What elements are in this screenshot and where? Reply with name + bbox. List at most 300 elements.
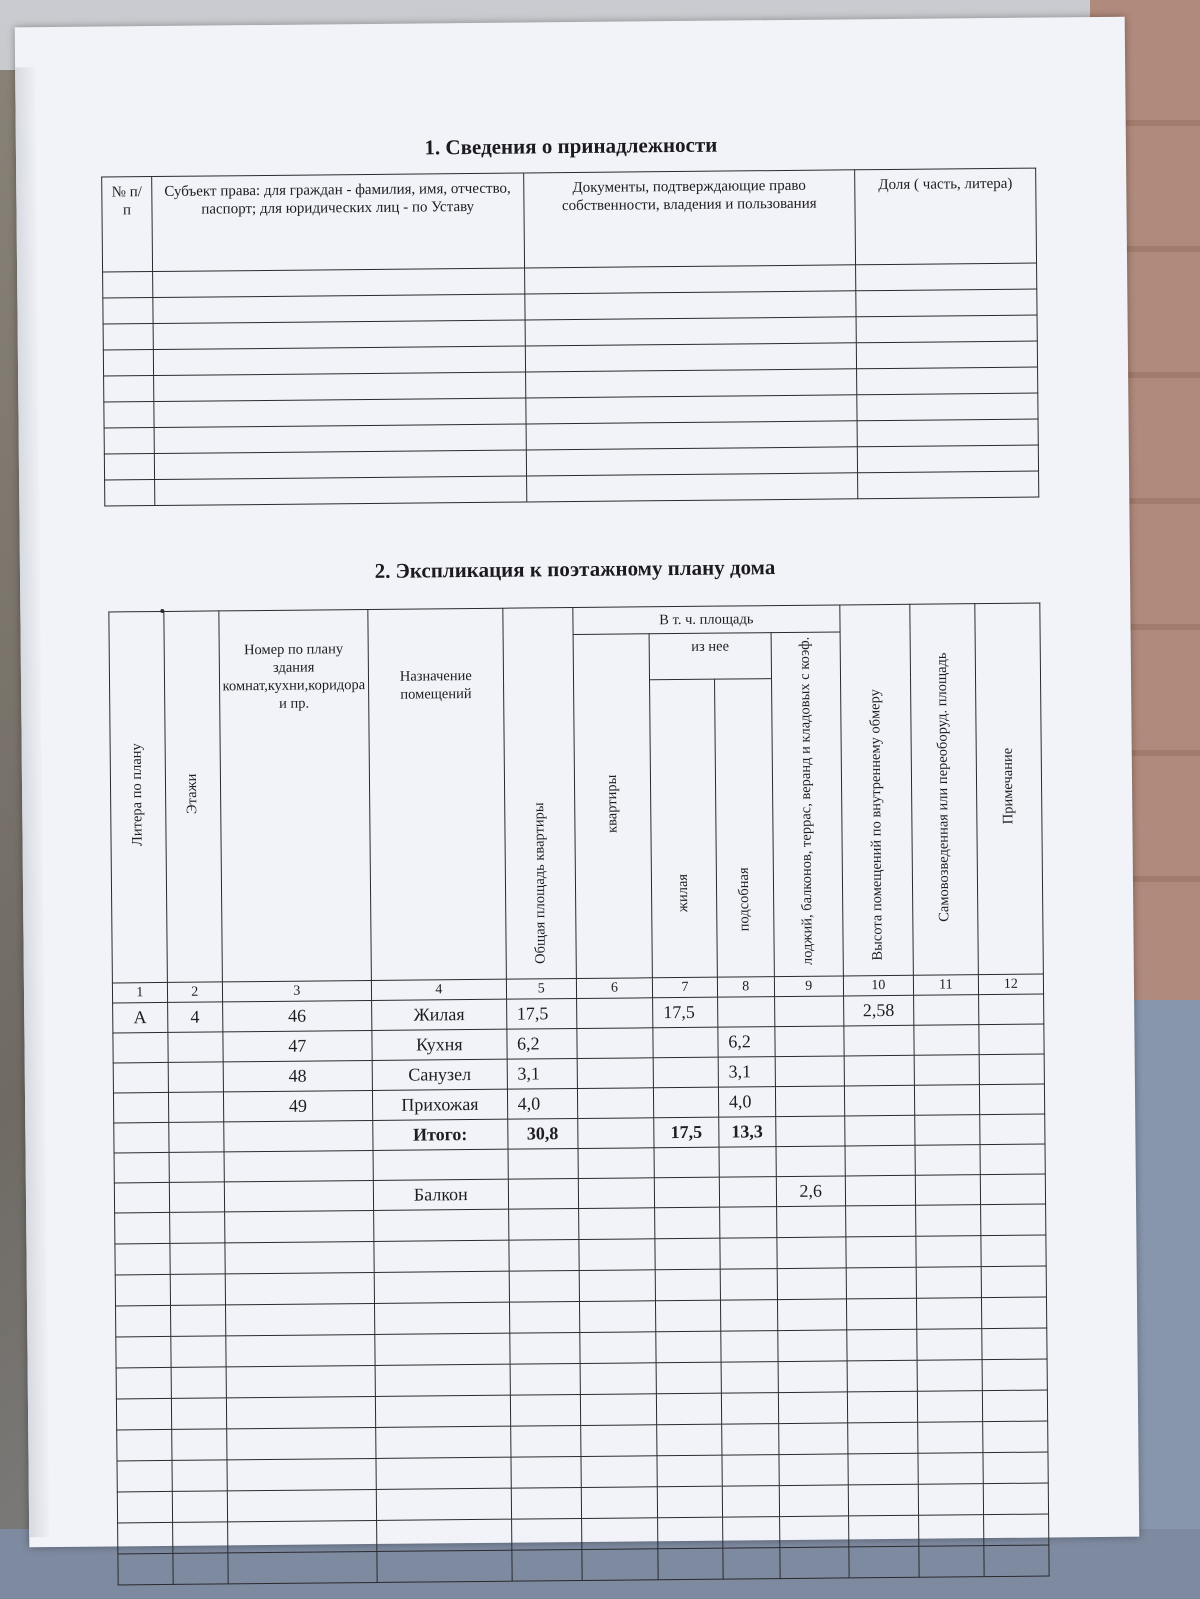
header-living: жилая [650, 679, 718, 978]
empty-cell [171, 1398, 226, 1430]
empty-cell [226, 1397, 376, 1429]
ownership-table [101, 168, 1039, 507]
empty-cell [509, 1271, 580, 1303]
ownership-header-documents: Документы, подтверждающие право собственности, владения и пользования [523, 170, 856, 268]
cell-litera [113, 1033, 168, 1064]
empty-cell [170, 1305, 225, 1337]
empty-cell [983, 1452, 1048, 1484]
empty-cell [776, 1206, 846, 1238]
empty-cell [115, 1275, 170, 1307]
section2-title: 2. Экспликация к поэтажному плану дома [374, 555, 776, 583]
empty-cell [982, 1328, 1047, 1360]
empty-cell [981, 1297, 1046, 1329]
empty-cell [116, 1399, 171, 1431]
empty-cell [654, 1147, 719, 1178]
empty-cell [115, 1213, 170, 1245]
ownership-cell [104, 376, 154, 402]
empty-cell [172, 1460, 227, 1492]
empty-cell [777, 1330, 847, 1362]
empty-cell [983, 1421, 1048, 1453]
empty-cell [581, 1487, 658, 1519]
empty-cell [579, 1301, 656, 1333]
empty-cell [511, 1550, 582, 1582]
empty-cell [981, 1235, 1046, 1267]
empty-cell [918, 1484, 983, 1516]
empty-cell [578, 1208, 655, 1240]
empty-cell [580, 1394, 657, 1426]
explication-table [108, 603, 1049, 1586]
column-number: 1 [112, 983, 167, 1004]
empty-cell [227, 1552, 377, 1584]
cell-purpose: Прихожая [373, 1089, 508, 1120]
cell-total: 4,0 [507, 1089, 578, 1120]
balcony-cell-flat [578, 1178, 655, 1209]
cell-purpose: Жилая [372, 999, 507, 1030]
empty-cell [719, 1147, 776, 1178]
empty-cell [916, 1236, 981, 1268]
ownership-cell [154, 372, 526, 402]
empty-cell [777, 1268, 847, 1300]
ownership-cell [155, 476, 527, 506]
total-cell-flat [578, 1118, 655, 1149]
cell-self [913, 995, 978, 1026]
column-number: 5 [506, 979, 576, 1000]
empty-cell [171, 1336, 226, 1368]
ownership-cell [525, 343, 857, 372]
empty-cell [721, 1331, 778, 1363]
total-cell-note [980, 1114, 1045, 1145]
empty-cell [777, 1299, 847, 1331]
empty-cell [917, 1391, 982, 1423]
cell-flat [577, 1028, 654, 1059]
empty-cell [172, 1491, 227, 1523]
ownership-cell [857, 367, 1038, 395]
empty-cell [170, 1243, 225, 1275]
column-number: 9 [774, 976, 843, 997]
balcony-cell-balcony: 2,6 [776, 1176, 846, 1207]
header-litera: Литера по плану [109, 611, 167, 983]
empty-cell [722, 1517, 779, 1549]
empty-cell [658, 1517, 723, 1549]
empty-cell [983, 1483, 1048, 1515]
empty-cell [779, 1516, 849, 1548]
empty-cell [778, 1423, 848, 1455]
cell-height [844, 1026, 914, 1057]
ownership-cell [526, 473, 858, 502]
ownership-cell [103, 324, 153, 350]
empty-cell [846, 1237, 916, 1269]
section1-title: 1. Сведения о принадлежности [424, 132, 718, 160]
empty-cell [581, 1518, 658, 1550]
empty-cell [580, 1363, 657, 1395]
empty-cell [919, 1546, 984, 1578]
ownership-cell [154, 450, 526, 480]
ownership-cell [857, 419, 1038, 447]
ownership-cell [153, 320, 525, 350]
cell-litera [113, 1063, 168, 1094]
cell-aux [717, 997, 774, 1028]
empty-cell [170, 1274, 225, 1306]
ownership-cell [103, 298, 153, 324]
empty-cell [377, 1550, 512, 1582]
empty-cell [655, 1269, 720, 1301]
ownership-cell [856, 289, 1037, 317]
empty-cell [376, 1457, 511, 1489]
ownership-cell [105, 480, 155, 506]
total-cell-floor [169, 1122, 224, 1153]
empty-cell [375, 1395, 510, 1427]
header-floor: Этажи [164, 611, 222, 983]
column-number: 6 [576, 978, 652, 999]
empty-cell [656, 1331, 721, 1363]
empty-cell [508, 1209, 579, 1241]
empty-cell [778, 1361, 848, 1393]
cell-note [978, 994, 1043, 1025]
ownership-cell [524, 291, 856, 320]
cell-purpose: Кухня [372, 1029, 507, 1060]
balcony-cell-purpose: Балкон [373, 1179, 508, 1210]
ownership-cell [103, 350, 153, 376]
empty-cell [848, 1454, 918, 1486]
cell-height: 2,58 [844, 996, 914, 1027]
cell-floor: 4 [167, 1002, 222, 1033]
empty-cell [511, 1519, 582, 1551]
cell-num: 49 [223, 1091, 373, 1122]
cell-total: 3,1 [507, 1059, 578, 1090]
empty-cell [915, 1205, 980, 1237]
ownership-cell [856, 341, 1037, 369]
balcony-cell-num [224, 1181, 374, 1212]
balcony-cell-aux [719, 1177, 776, 1208]
header-balcony: лоджий, балконов, террас, веранд и кладовых с коэф. [771, 632, 844, 977]
ownership-header-num: № п/п [102, 177, 153, 272]
cell-balcony [775, 1056, 845, 1087]
empty-cell [227, 1490, 377, 1522]
header-room-number: Номер по плану здания комнат,кухни,коридора и пр. [218, 609, 371, 982]
empty-cell [984, 1545, 1049, 1577]
column-number: 8 [717, 977, 774, 998]
empty-cell [227, 1521, 377, 1553]
ownership-cell [153, 268, 525, 298]
empty-cell [657, 1393, 722, 1425]
ownership-cell [858, 471, 1039, 499]
total-cell-total: 30,8 [507, 1119, 578, 1150]
cell-aux: 6,2 [718, 1027, 775, 1058]
empty-cell [581, 1456, 658, 1488]
header-height: Высота помещений по внутреннему обмеру [840, 604, 913, 976]
ownership-cell [154, 424, 526, 454]
empty-cell [777, 1237, 847, 1269]
column-number: 7 [653, 977, 718, 998]
empty-cell [373, 1149, 508, 1180]
empty-cell [226, 1366, 376, 1398]
empty-cell [117, 1492, 172, 1524]
total-cell-balcony [775, 1116, 845, 1147]
empty-cell [719, 1207, 776, 1239]
empty-cell [721, 1393, 778, 1425]
empty-cell [172, 1522, 227, 1554]
empty-cell [980, 1144, 1045, 1175]
balcony-cell-self [915, 1175, 980, 1206]
empty-cell [846, 1268, 916, 1300]
empty-cell [917, 1360, 982, 1392]
empty-cell [173, 1553, 228, 1585]
column-number: 11 [913, 975, 978, 996]
empty-cell [723, 1548, 780, 1580]
total-cell-aux: 13,3 [719, 1117, 776, 1148]
empty-cell [509, 1333, 580, 1365]
empty-cell [510, 1364, 581, 1396]
cell-height [844, 1056, 914, 1087]
header-flat: квартиры [573, 634, 653, 979]
empty-cell [656, 1300, 721, 1332]
empty-cell [917, 1329, 982, 1361]
empty-cell [114, 1153, 169, 1184]
empty-cell [655, 1238, 720, 1270]
ownership-cell [526, 421, 858, 450]
ownership-header-subject: Субъект права: для граждан - фамилия, имя, отчество, паспорт; для юридических лиц - по Уставу [152, 173, 524, 272]
balcony-cell-height [845, 1176, 915, 1207]
empty-cell [579, 1270, 656, 1302]
empty-cell [374, 1271, 509, 1303]
ownership-cell [526, 447, 858, 476]
empty-cell [224, 1242, 374, 1274]
ownership-cell [104, 428, 154, 454]
cell-litera: А [113, 1003, 168, 1034]
empty-cell [847, 1392, 917, 1424]
empty-cell [981, 1266, 1046, 1298]
column-number: 3 [222, 981, 372, 1002]
empty-cell [657, 1455, 722, 1487]
empty-cell [720, 1238, 777, 1270]
ownership-cell [856, 263, 1037, 291]
cell-num: 48 [223, 1061, 373, 1092]
cell-aux: 4,0 [718, 1087, 775, 1118]
header-subgroup: из нее [649, 633, 771, 680]
cell-flat [577, 1058, 654, 1089]
empty-cell [780, 1547, 850, 1579]
empty-cell [224, 1211, 374, 1243]
empty-cell [117, 1461, 172, 1493]
empty-cell [375, 1364, 510, 1396]
ownership-cell [153, 294, 525, 324]
empty-cell [579, 1239, 656, 1271]
total-cell-purpose: Итого: [373, 1119, 508, 1150]
cell-height [844, 1086, 914, 1117]
empty-cell [225, 1304, 375, 1336]
cell-living: 17,5 [653, 997, 718, 1028]
empty-cell [117, 1430, 172, 1462]
ownership-header-row [102, 168, 1037, 272]
empty-cell [374, 1209, 509, 1241]
empty-cell [848, 1485, 918, 1517]
column-number: 12 [978, 974, 1043, 995]
empty-cell [779, 1485, 849, 1517]
cell-litera [113, 1093, 168, 1124]
ownership-cell [856, 315, 1037, 343]
balcony-cell-living [654, 1177, 719, 1208]
cell-floor [168, 1092, 223, 1123]
empty-cell [510, 1426, 581, 1458]
empty-cell [983, 1514, 1048, 1546]
empty-cell [776, 1146, 846, 1177]
header-auxiliary: подсобная [714, 679, 774, 978]
ownership-header-share: Доля ( часть, литера) [855, 168, 1037, 265]
ownership-cell [524, 265, 856, 294]
empty-cell [720, 1269, 777, 1301]
empty-cell [656, 1362, 721, 1394]
header-total-area: Общая площадь квартиры [502, 608, 576, 980]
empty-cell [115, 1244, 170, 1276]
document-sheet [15, 17, 1140, 1548]
empty-cell [118, 1523, 173, 1555]
ownership-cell [525, 369, 857, 398]
total-cell-self [915, 1115, 980, 1146]
cell-total: 6,2 [506, 1029, 577, 1060]
empty-cell [779, 1454, 849, 1486]
total-cell-living: 17,5 [654, 1117, 719, 1148]
empty-cell [849, 1547, 919, 1579]
total-cell-height [845, 1116, 915, 1147]
balcony-cell-note [980, 1174, 1045, 1205]
cell-living [653, 1057, 718, 1088]
cell-num: 46 [222, 1001, 372, 1032]
empty-cell [722, 1424, 779, 1456]
total-cell-num [223, 1121, 373, 1152]
empty-cell [982, 1390, 1047, 1422]
empty-cell [374, 1240, 509, 1272]
empty-cell [848, 1516, 918, 1548]
empty-cell [169, 1152, 224, 1183]
empty-cell [225, 1335, 375, 1367]
total-cell-litera [114, 1123, 169, 1154]
empty-cell [511, 1457, 582, 1489]
ownership-cell [525, 317, 857, 346]
header-self-built: Самовозведенная или переоборуд. площадь [910, 604, 979, 976]
ownership-cell [857, 393, 1038, 421]
empty-cell [722, 1486, 779, 1518]
cell-balcony [774, 996, 844, 1027]
ownership-cell [153, 346, 525, 376]
empty-cell [917, 1422, 982, 1454]
cell-num: 47 [222, 1031, 372, 1062]
empty-cell [116, 1306, 171, 1338]
cell-purpose: Санузел [372, 1059, 507, 1090]
cell-flat [576, 998, 653, 1029]
cell-note [979, 1024, 1044, 1055]
empty-cell [720, 1300, 777, 1332]
empty-cell [509, 1240, 580, 1272]
empty-cell [846, 1206, 916, 1238]
cell-balcony [775, 1086, 845, 1117]
cell-living [653, 1027, 718, 1058]
balcony-cell-floor [169, 1182, 224, 1213]
empty-cell [375, 1333, 510, 1365]
empty-cell [226, 1428, 376, 1460]
cell-note [979, 1084, 1044, 1115]
empty-cell [915, 1145, 980, 1176]
empty-cell [845, 1146, 915, 1177]
empty-cell [848, 1423, 918, 1455]
empty-cell [510, 1395, 581, 1427]
empty-cell [722, 1455, 779, 1487]
column-number: 2 [167, 982, 222, 1003]
empty-cell [578, 1148, 655, 1179]
explication-table-body [112, 974, 1049, 1585]
ownership-table-body [103, 263, 1039, 506]
empty-cell [171, 1367, 226, 1399]
empty-cell [916, 1298, 981, 1330]
empty-cell [581, 1425, 658, 1457]
empty-cell [116, 1337, 171, 1369]
cell-balcony [775, 1026, 845, 1057]
empty-cell [658, 1548, 723, 1580]
cell-flat [577, 1088, 654, 1119]
empty-cell [655, 1207, 720, 1239]
empty-cell [778, 1392, 848, 1424]
cell-living [654, 1087, 719, 1118]
empty-cell [846, 1299, 916, 1331]
cell-self [914, 1055, 979, 1086]
cell-note [979, 1054, 1044, 1085]
empty-cell [375, 1302, 510, 1334]
empty-cell [582, 1549, 659, 1581]
empty-cell [509, 1302, 580, 1334]
empty-cell [980, 1204, 1045, 1236]
empty-cell [657, 1486, 722, 1518]
empty-cell [657, 1424, 722, 1456]
empty-cell [224, 1151, 374, 1182]
empty-cell [377, 1519, 512, 1551]
empty-cell [511, 1488, 582, 1520]
empty-cell [227, 1459, 377, 1491]
ownership-cell [103, 272, 153, 298]
empty-cell [580, 1332, 657, 1364]
cell-floor [168, 1062, 223, 1093]
empty-cell [847, 1361, 917, 1393]
column-number: 4 [371, 979, 506, 1000]
empty-cell [171, 1429, 226, 1461]
header-group-area: В т. ч. площадь [573, 605, 840, 635]
empty-cell [508, 1149, 579, 1180]
ownership-cell [154, 398, 526, 428]
balcony-cell-total [508, 1179, 579, 1210]
empty-cell [982, 1359, 1047, 1391]
sheet-fold [15, 67, 49, 1537]
cell-self [914, 1085, 979, 1116]
balcony-cell-litera [114, 1183, 169, 1214]
empty-cell [116, 1368, 171, 1400]
ownership-cell [104, 454, 154, 480]
empty-cell [721, 1362, 778, 1394]
empty-cell [847, 1330, 917, 1362]
empty-cell [918, 1453, 983, 1485]
empty-cell [918, 1515, 983, 1547]
column-number: 10 [843, 976, 913, 997]
cell-total: 17,5 [506, 999, 577, 1030]
empty-cell [376, 1426, 511, 1458]
empty-cell [916, 1267, 981, 1299]
ownership-cell [104, 402, 154, 428]
header-purpose: Назначение помещений [368, 608, 506, 981]
cell-floor [168, 1032, 223, 1063]
empty-cell [225, 1273, 375, 1305]
ownership-cell [857, 445, 1038, 473]
empty-cell [376, 1488, 511, 1520]
empty-cell [169, 1212, 224, 1244]
empty-cell [118, 1554, 173, 1586]
header-note: Примечание [975, 603, 1044, 975]
